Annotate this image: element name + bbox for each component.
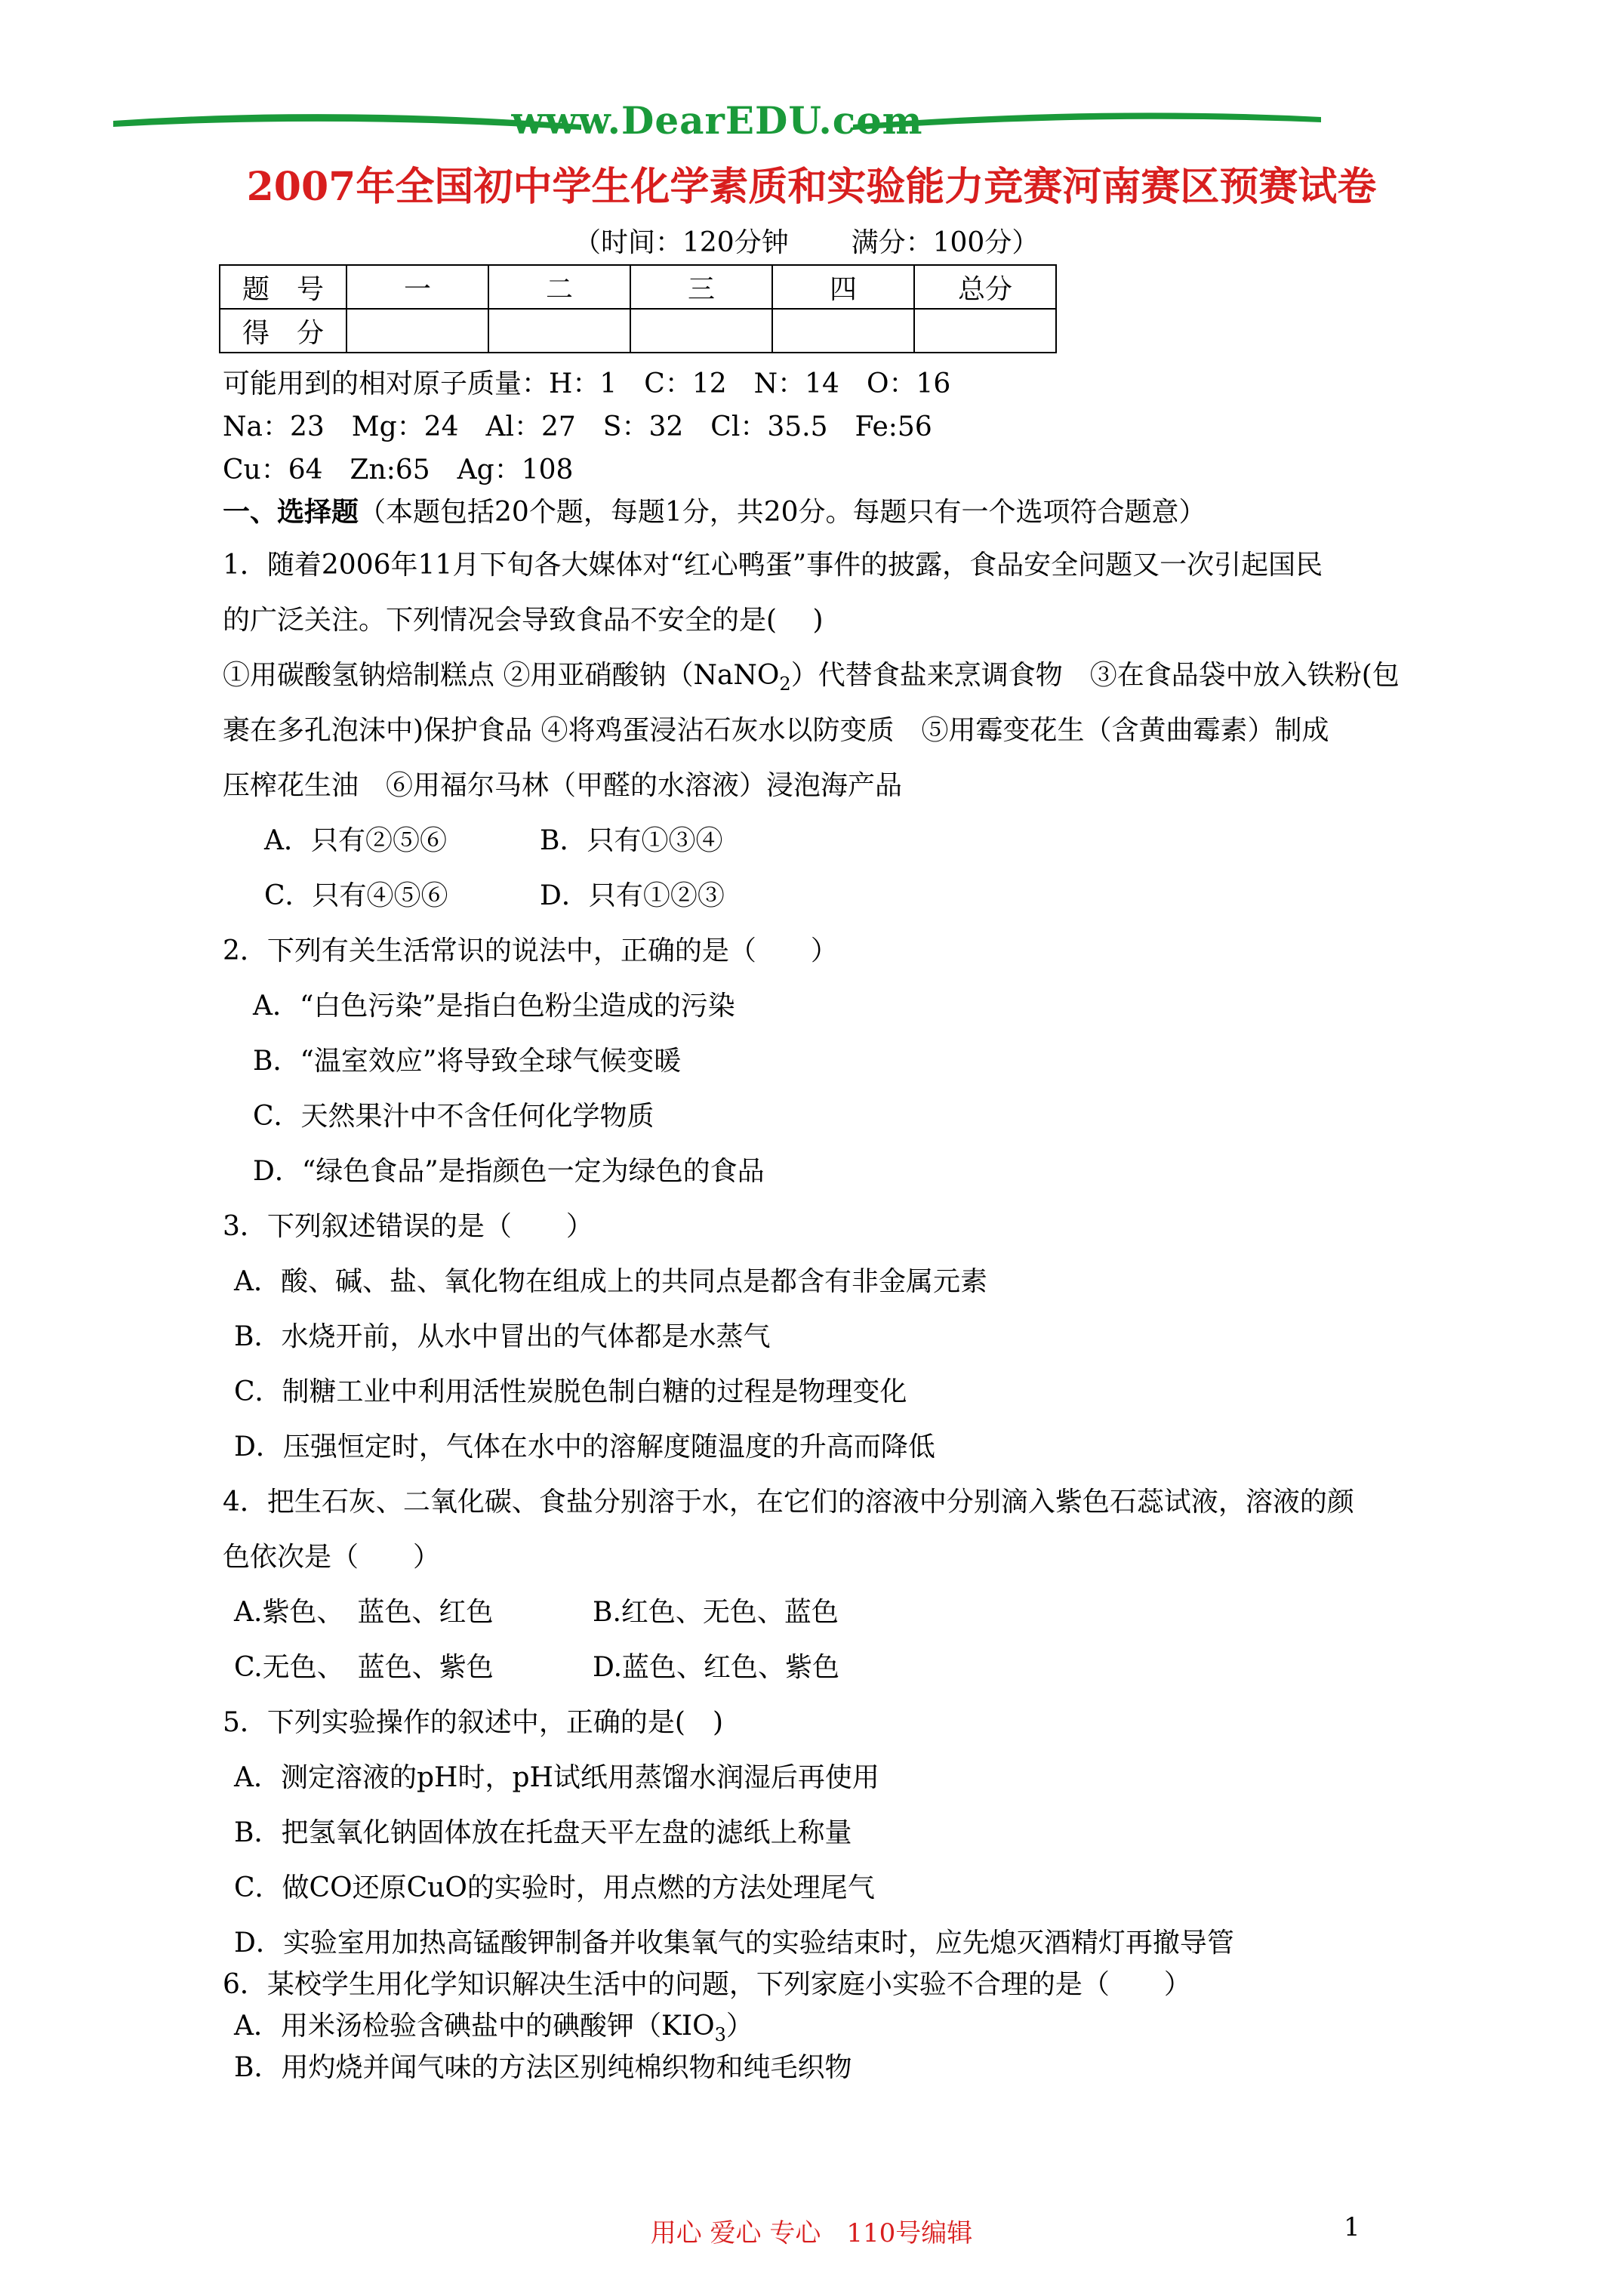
exam-full-score: 满分：100分） xyxy=(851,227,1039,258)
question-4-line: 色依次是（ ） xyxy=(223,1542,441,1573)
option-d: D．“绿色食品”是指颜色一定为绿色的食品 xyxy=(253,1156,765,1187)
option-d: D．实验室用加热高锰酸钾制备并收集氧气的实验结束时，应先熄灭酒精灯再撤导管 xyxy=(234,1928,1234,1959)
option-a: A．测定溶液的pH时，pH试纸用蒸馏水润湿后再使用 xyxy=(234,1762,879,1793)
option-c: C.无色、 蓝色、紫色 xyxy=(234,1652,494,1683)
page-footer: 用心 爱心 专心 110号编辑 xyxy=(650,2218,973,2248)
option-a: A．酸、碱、盐、氧化物在组成上的共同点是都含有非金属元素 xyxy=(234,1266,987,1297)
option-a: A．“白色污染”是指白色粉尘造成的污染 xyxy=(253,991,735,1022)
score-cell xyxy=(630,309,772,353)
option-b: B．水烧开前，从水中冒出的气体都是水蒸气 xyxy=(234,1321,771,1352)
option-b: B.红色、无色、蓝色 xyxy=(593,1597,839,1628)
atomic-mass-line: Cu：64 Zn:65 Ag：108 xyxy=(223,455,574,485)
question-5-stem: 5．下列实验操作的叙述中，正确的是( ) xyxy=(223,1707,723,1738)
table-cell: 一 xyxy=(346,265,488,309)
option-b: B．用灼烧并闻气味的方法区别纯棉织物和纯毛织物 xyxy=(234,2052,852,2083)
table-cell: 得 分 xyxy=(220,309,346,353)
option-b: B．“温室效应”将导致全球气候变暖 xyxy=(253,1046,682,1077)
option-c: C．制糖工业中利用活性炭脱色制白糖的过程是物理变化 xyxy=(234,1376,907,1407)
score-table xyxy=(219,264,1057,353)
text-span: A．用米汤检验含碘盐中的碘酸钾（KIO xyxy=(234,2011,715,2042)
option-b: B．只有①③④ xyxy=(540,825,723,856)
table-cell: 总分 xyxy=(914,265,1056,309)
option-a: A．只有②⑤⑥ xyxy=(264,825,447,856)
subscript: 2 xyxy=(779,673,791,695)
option-c: C．天然果汁中不含任何化学物质 xyxy=(253,1101,654,1132)
table-cell: 二 xyxy=(488,265,630,309)
text-span: ） xyxy=(725,2011,753,2042)
table-row xyxy=(220,309,1056,353)
option-a: A.紫色、 蓝色、红色 xyxy=(234,1597,494,1628)
text-span: ①用碳酸氢钠焙制糕点 ②用亚硝酸钠（NaNO xyxy=(223,660,780,691)
exam-title: 2007年全国初中学生化学素质和实验能力竞赛河南赛区预赛试卷 xyxy=(246,164,1377,210)
option-d: D．只有①②③ xyxy=(540,880,725,911)
option-c: C．只有④⑤⑥ xyxy=(264,880,448,911)
table-cell: 三 xyxy=(630,265,772,309)
option-b: B．把氢氧化钠固体放在托盘天平左盘的滤纸上称量 xyxy=(234,1817,852,1848)
exam-time: （时间：120分钟 xyxy=(574,227,789,258)
option-d: D．压强恒定时，气体在水中的溶解度随温度的升高而降低 xyxy=(234,1432,935,1462)
table-cell: 四 xyxy=(772,265,914,309)
question-1-line: 裹在多孔泡沫中)保护食品 ④将鸡蛋浸沾石灰水以防变质 ⑤用霉变花生（含黄曲霉素）制成 xyxy=(223,715,1329,746)
page-number: 1 xyxy=(1344,2212,1360,2242)
option-d: D.蓝色、红色、紫色 xyxy=(593,1652,840,1683)
question-1-line xyxy=(223,654,1400,695)
site-url: www.DearEDU.com xyxy=(511,98,923,143)
atomic-mass-line: Na：23 Mg：24 Al：27 S：32 Cl：35.5 Fe:56 xyxy=(223,411,932,442)
question-2-stem: 2．下列有关生活常识的说法中，正确的是（ ） xyxy=(223,935,838,966)
section-title: 一、选择题 xyxy=(223,496,359,528)
atomic-mass-line: 可能用到的相对原子质量：H：1 C：12 N：14 O：16 xyxy=(223,368,951,399)
text-span: ）代替食盐来烹调食物 ③在食品袋中放入铁粉(包 xyxy=(790,660,1400,691)
exam-subtitle xyxy=(574,221,1039,260)
score-cell xyxy=(346,309,488,353)
score-cell xyxy=(488,309,630,353)
score-cell xyxy=(772,309,914,353)
table-row xyxy=(220,265,1056,309)
question-6-stem: 6．某校学生用化学知识解决生活中的问题，下列家庭小实验不合理的是（ ） xyxy=(223,1969,1191,2000)
score-cell xyxy=(914,309,1056,353)
section-note: （本题包括20个题，每题1分，共20分。每题只有一个选项符合题意） xyxy=(359,497,1206,528)
table-cell: 题 号 xyxy=(220,265,346,309)
section-heading xyxy=(223,491,1206,529)
option-c: C．做CO还原CuO的实验时，用点燃的方法处理尾气 xyxy=(234,1872,875,1903)
question-1-line: 1．随着2006年11月下旬各大媒体对“红心鸭蛋”事件的披露，食品安全问题又一次引起国民 xyxy=(223,550,1323,581)
question-1-line: 的广泛关注。下列情况会导致食品不安全的是( ) xyxy=(223,605,824,636)
option-a xyxy=(234,2005,753,2045)
question-4-line: 4．把生石灰、二氧化碳、食盐分别溶于水，在它们的溶液中分别滴入紫色石蕊试液，溶液的颜 xyxy=(223,1487,1354,1518)
site-banner xyxy=(113,91,1321,159)
question-1-line: 压榨花生油 ⑥用福尔马林（甲醛的水溶液）浸泡海产品 xyxy=(223,770,903,801)
subscript: 3 xyxy=(714,2024,726,2046)
question-3-stem: 3．下列叙述错误的是（ ） xyxy=(223,1211,593,1242)
